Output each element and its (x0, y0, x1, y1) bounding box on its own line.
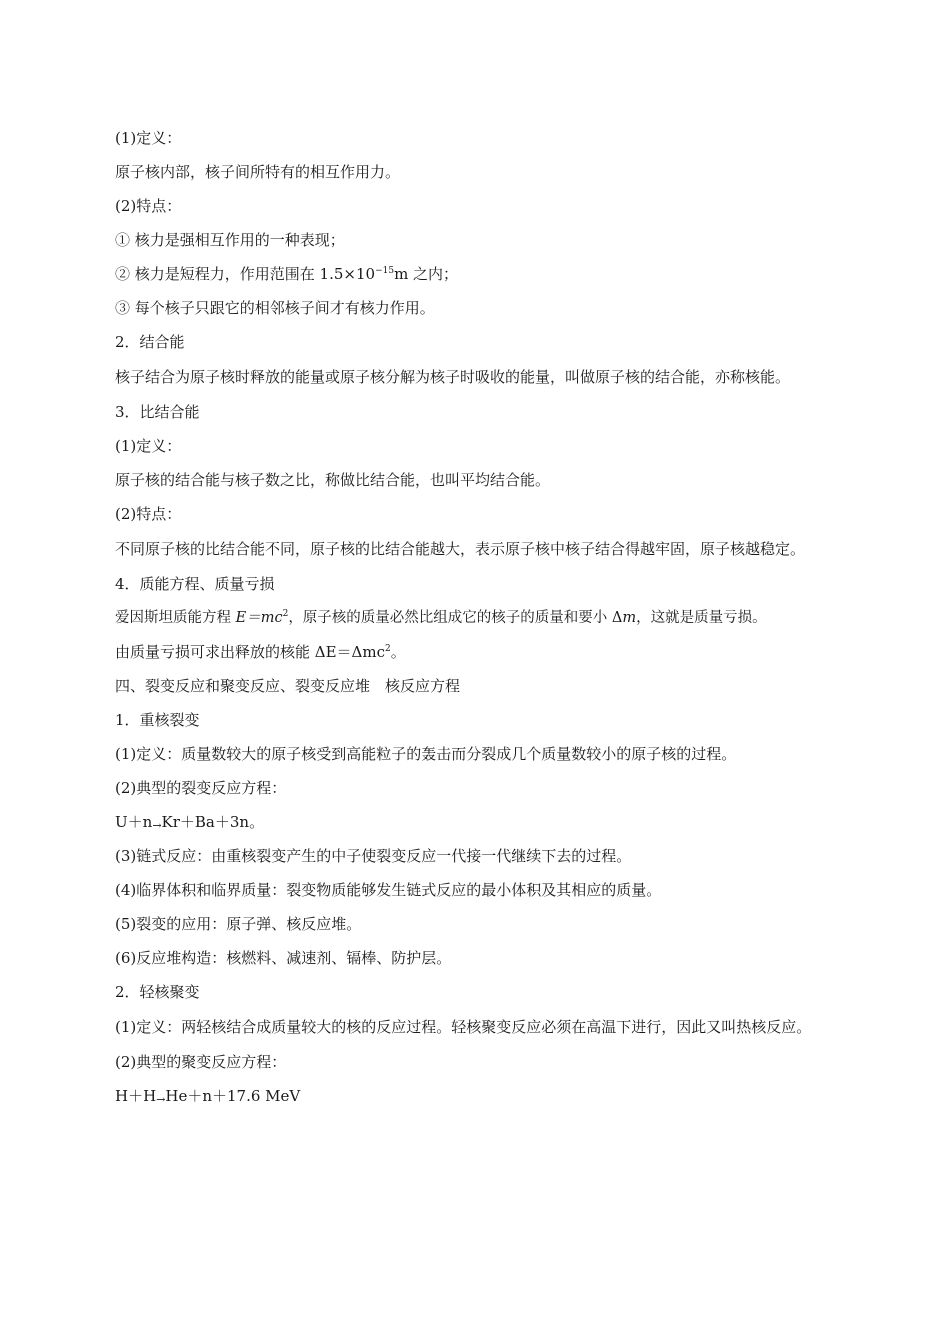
equation (115, 1079, 845, 1113)
paragraph: (4)临界体积和临界质量：裂变物质能够发生链式反应的最小体积及其相应的质量。 (115, 881, 662, 899)
superscript: 2 (282, 609, 289, 619)
paragraph: (1)定义：质量数较大的原子核受到高能粒子的轰击而分裂成几个质量数较小的原子核的过程。 (115, 745, 737, 763)
section-heading: 四、裂变反应和聚变反应、裂变反应堆 核反应方程 (115, 677, 461, 695)
formula: m (622, 610, 637, 626)
text-run: 。 (390, 643, 406, 661)
text-run: ，这就是质量亏损。 (636, 610, 767, 626)
paragraph: 原子核的结合能与核子数之比，称做比结合能，也叫平均结合能。 (115, 471, 551, 489)
document-body (115, 121, 845, 1113)
text-run: Kr＋Ba＋3n。 (161, 813, 265, 831)
arrow-icon: → (152, 819, 162, 832)
paragraph (115, 601, 845, 635)
section-heading: 2．轻核聚变 (115, 983, 200, 1001)
paragraph: (2)典型的裂变反应方程： (115, 779, 287, 797)
paragraph: 核子结合为原子核时释放的能量或原子核分解为核子时吸收的能量，叫做原子核的结合能，亦称核能。 (115, 368, 791, 386)
paragraph: (1)定义： (115, 129, 182, 147)
arrow-icon: → (156, 1093, 166, 1106)
paragraph: (5)裂变的应用：原子弹、核反应堆。 (115, 915, 362, 933)
section-heading: 2．结合能 (115, 333, 185, 351)
text-run: H＋H (115, 1087, 157, 1105)
text-run: He＋n＋17.6 MeV (165, 1087, 301, 1105)
paragraph: (1)定义：两轻核结合成质量较大的核的反应过程。轻核聚变反应必须在高温下进行，因此又叫热核反应。 (115, 1018, 812, 1036)
paragraph: ③ 每个核子只跟它的相邻核子间才有核力作用。 (115, 299, 435, 317)
paragraph (115, 635, 845, 669)
paragraph: (2)特点： (115, 197, 182, 215)
text-run: 由质量亏损可求出释放的核能 ΔE＝Δmc (115, 643, 386, 661)
paragraph: 原子核内部，核子间所特有的相互作用力。 (115, 163, 401, 181)
paragraph: (1)定义： (115, 437, 182, 455)
paragraph: (2)典型的聚变反应方程： (115, 1053, 287, 1071)
text-run: ，原子核的质量必然比组成它的核子的质量和要小 Δ (288, 610, 623, 626)
text-run: U＋n (115, 813, 153, 831)
superscript: −15 (375, 266, 395, 276)
paragraph: (6)反应堆构造：核燃料、减速剂、镉棒、防护层。 (115, 949, 452, 967)
section-heading: 4．质能方程、质量亏损 (115, 575, 275, 593)
equation (115, 805, 845, 839)
paragraph: ① 核力是强相互作用的一种表现； (115, 231, 345, 249)
section-heading: 3．比结合能 (115, 403, 200, 421)
paragraph (115, 257, 845, 291)
text-run: 爱因斯坦质能方程 (115, 610, 231, 626)
text-run: m 之内； (394, 265, 459, 283)
paragraph: 不同原子核的比结合能不同，原子核的比结合能越大，表示原子核中核子结合得越牢固，原子核越稳定。 (115, 540, 806, 558)
text-run: ② 核力是短程力，作用范围在 1.5×10 (115, 265, 376, 283)
paragraph: (3)链式反应：由重核裂变产生的中子使裂变反应一代接一代继续下去的过程。 (115, 847, 632, 865)
superscript: 2 (385, 644, 391, 654)
formula: E＝mc (235, 610, 283, 626)
paragraph: (2)特点： (115, 505, 182, 523)
section-heading: 1．重核裂变 (115, 711, 200, 729)
